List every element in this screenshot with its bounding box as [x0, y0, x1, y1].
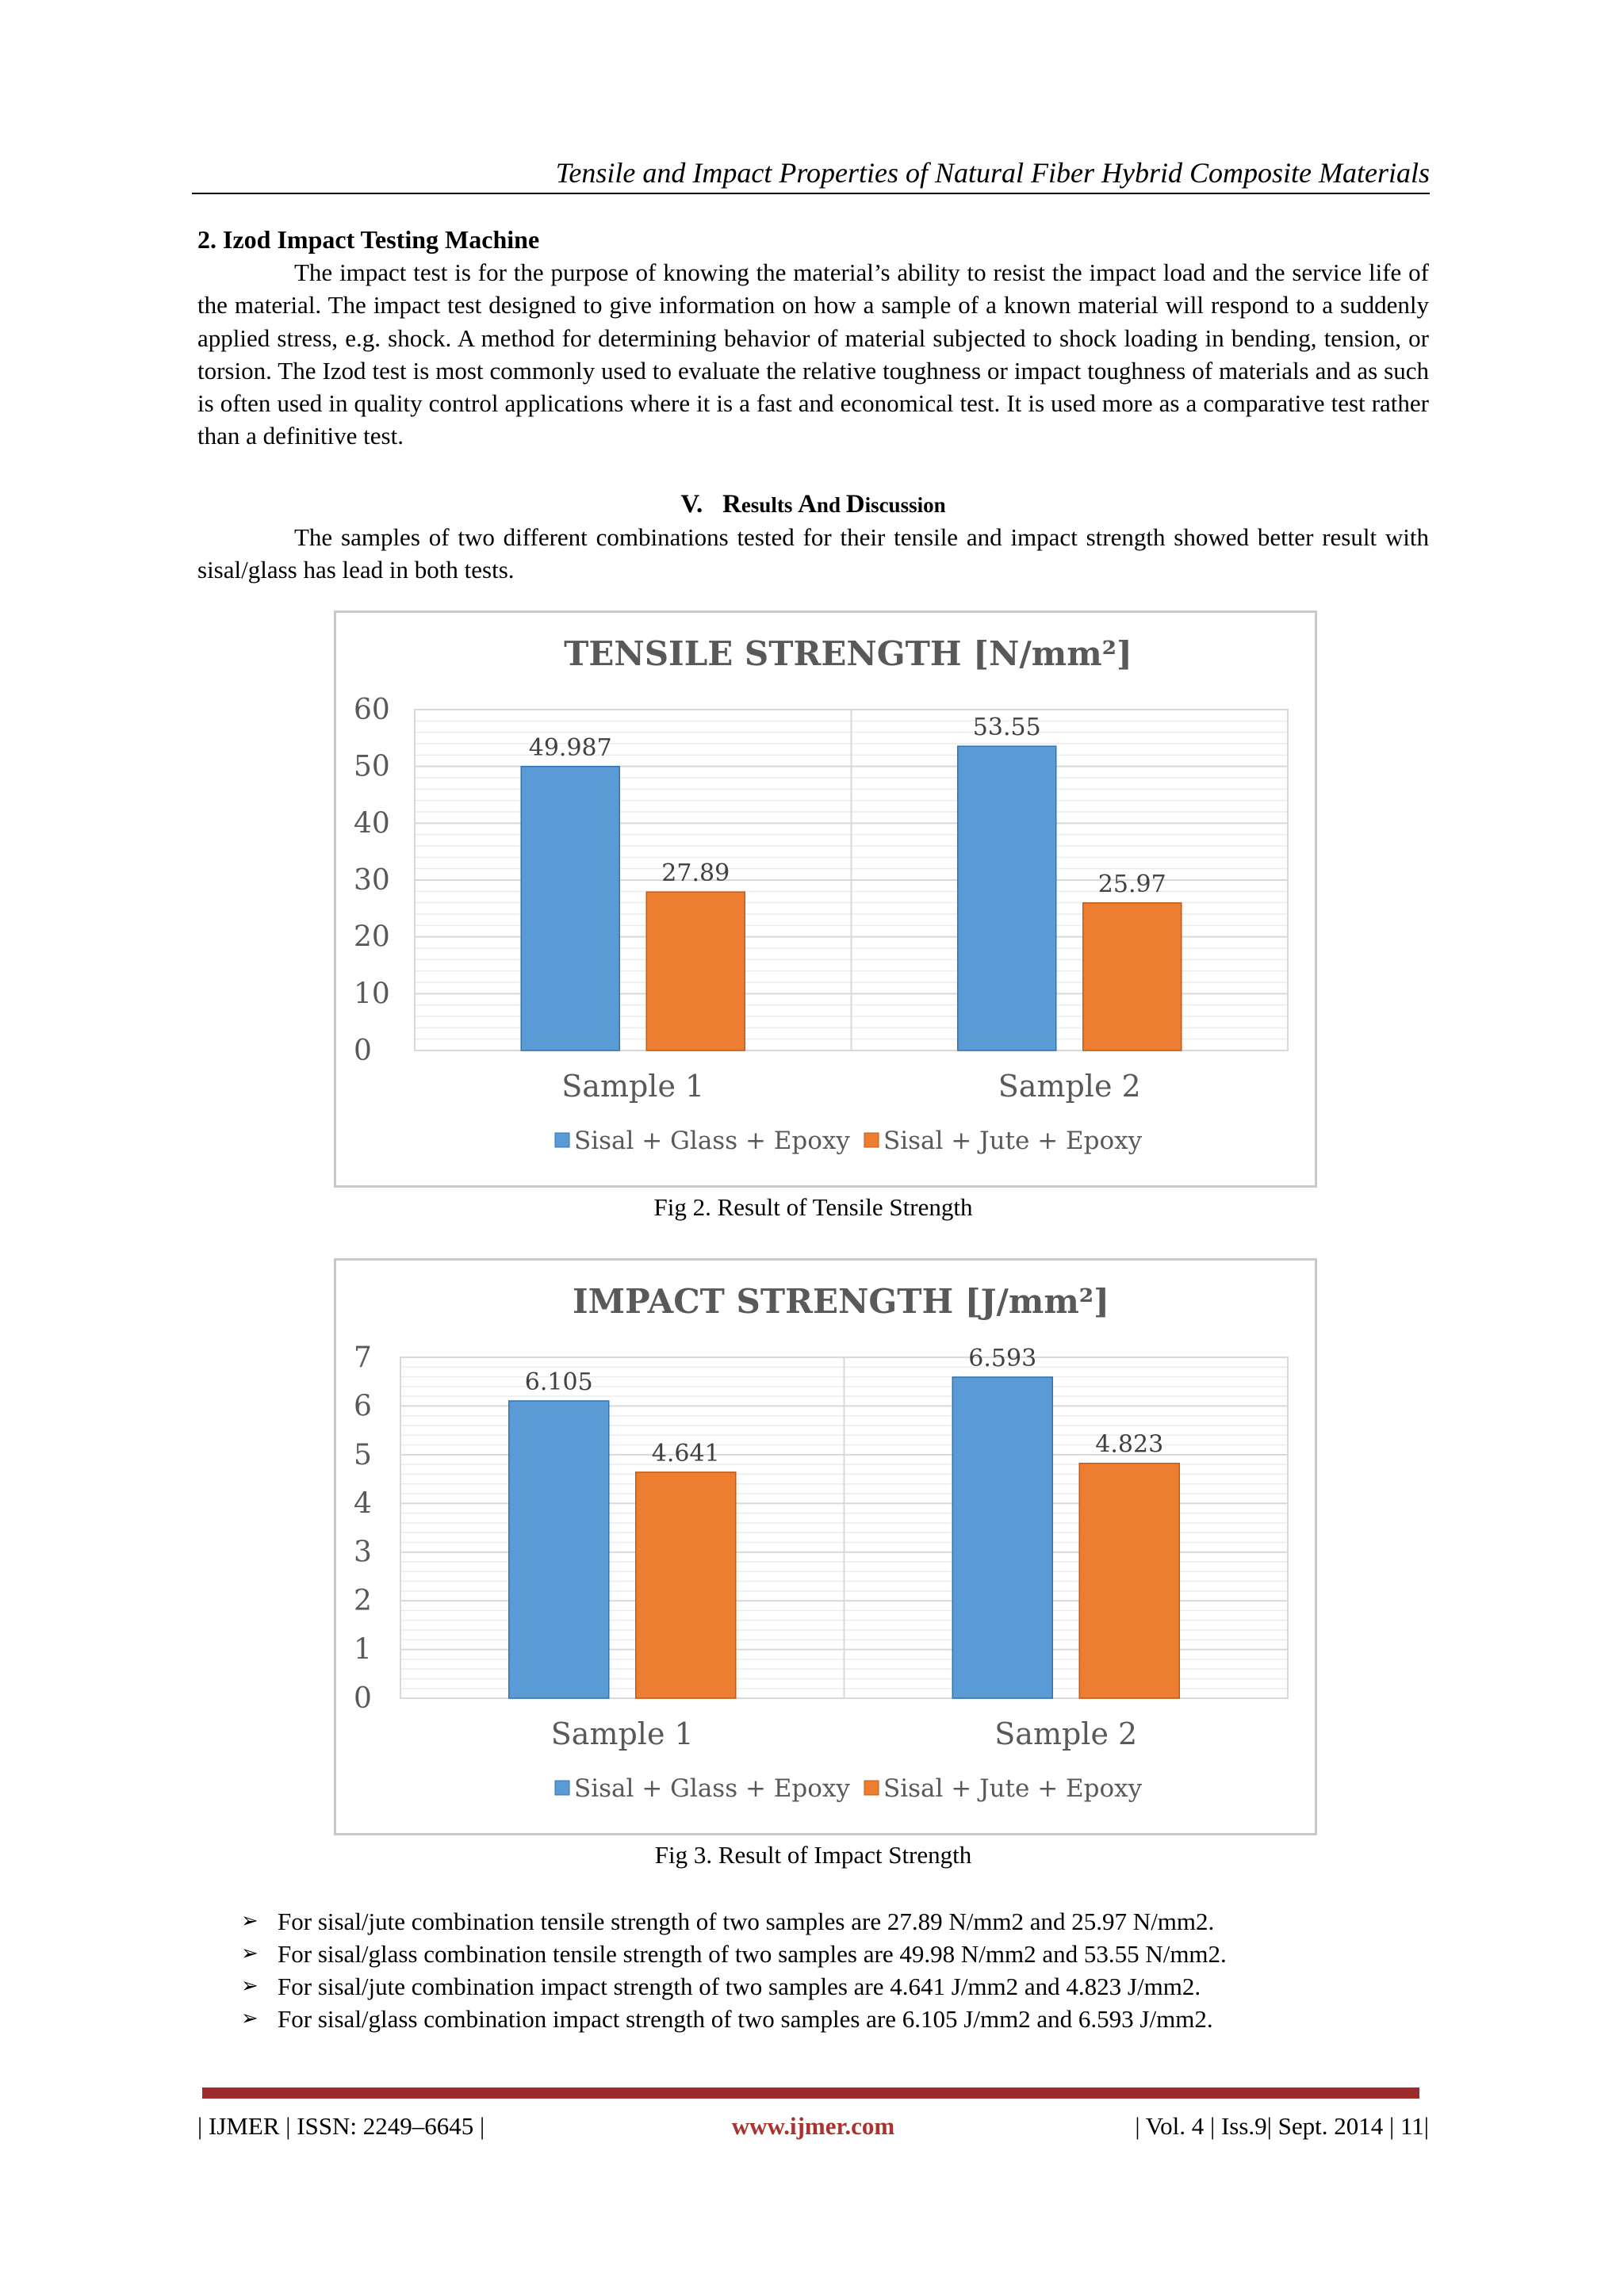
y-tick-label: 0: [354, 1682, 372, 1715]
list-item-text: For sisal/jute combination tensile strength of two samples are 27.89 N/mm2 and 25.97 N/mm2.: [278, 1908, 1215, 1935]
bar: [521, 767, 619, 1050]
arrow-bullet-icon: ➢: [241, 1942, 259, 1965]
data-label: 6.105: [524, 1368, 593, 1396]
results-heading: [197, 487, 1429, 522]
y-tick-label: 4: [354, 1487, 372, 1521]
data-label: 6.593: [968, 1345, 1037, 1373]
y-tick-label: 50: [354, 750, 390, 783]
data-label: 25.97: [1097, 870, 1166, 898]
list-item: [241, 1970, 1431, 2003]
fig2-caption: Fig 2. Result of Tensile Strength: [653, 1193, 973, 1221]
y-tick-label: 3: [354, 1536, 372, 1569]
impact-strength-chart: [334, 1258, 1317, 1835]
list-item: [241, 2003, 1431, 2035]
results-word-3-cap: D: [845, 490, 865, 519]
data-label: 4.823: [1095, 1430, 1164, 1459]
bar: [646, 892, 745, 1050]
x-tick-label: Sample 1: [550, 1716, 694, 1751]
fig3-caption: Fig 3. Result of Impact Strength: [654, 1841, 972, 1869]
legend-swatch: [555, 1781, 569, 1795]
impact-chart-svg: [336, 1261, 1315, 1833]
arrow-bullet-icon: ➢: [241, 1974, 259, 1998]
results-word-1-cap: R: [722, 490, 741, 519]
izod-paragraph: [197, 256, 1429, 453]
list-item-text: For sisal/jute combination impact strength of two samples are 4.641 J/mm2 and 4.823 J/mm2.: [278, 1973, 1201, 2000]
chart-title: TENSILE STRENGTH [N/mm²]: [564, 634, 1132, 673]
results-word-1-rest: esults: [741, 493, 799, 517]
bar: [958, 746, 1056, 1050]
data-label: 49.987: [528, 733, 612, 762]
footer-journal-info: | IJMER | ISSN: 2249–6645 |: [197, 2112, 485, 2140]
footer-rule: [202, 2087, 1419, 2099]
data-label: 27.89: [661, 859, 730, 888]
list-item-text: For sisal/glass combination impact strength of two samples are 6.105 J/mm2 and 6.593 J/mm2.: [278, 2005, 1213, 2033]
legend-entry: Sisal + Jute + Epoxy: [883, 1127, 1143, 1155]
y-tick-label: 20: [354, 920, 390, 954]
data-label: 53.55: [972, 714, 1041, 742]
y-tick-label: 1: [354, 1633, 372, 1667]
results-word-3-rest: iscussion: [864, 493, 946, 517]
y-tick-label: 10: [354, 978, 390, 1011]
legend-swatch: [864, 1781, 879, 1795]
section-heading-izod: 2. Izod Impact Testing Machine: [197, 225, 540, 254]
legend-swatch: [555, 1133, 569, 1147]
findings-list: [241, 1905, 1431, 2035]
footer-volume-info: | Vol. 4 | Iss.9| Sept. 2014 | 11|: [1135, 2112, 1429, 2140]
results-word-2-cap: A: [798, 490, 817, 519]
tensile-chart-svg: [336, 613, 1315, 1185]
y-tick-label: 2: [354, 1585, 372, 1618]
legend-entry: Sisal + Jute + Epoxy: [883, 1774, 1143, 1803]
y-tick-label: 60: [354, 694, 390, 726]
list-item: [241, 1938, 1431, 1970]
bar: [636, 1472, 736, 1698]
page-footer: [197, 2110, 1429, 2142]
x-tick-label: Sample 2: [998, 1069, 1141, 1104]
results-number: V.: [680, 490, 703, 519]
header-rule: [192, 193, 1430, 194]
y-tick-label: 30: [354, 864, 390, 897]
y-tick-label: 40: [354, 807, 390, 840]
legend-swatch: [864, 1133, 879, 1147]
x-tick-label: Sample 2: [994, 1716, 1138, 1751]
footer-website-link[interactable]: www.ijmer.com: [731, 2112, 895, 2140]
bar: [1083, 903, 1182, 1050]
x-tick-label: Sample 1: [561, 1069, 705, 1104]
y-tick-label: 0: [354, 1035, 372, 1067]
list-item-text: For sisal/glass combination tensile strength of two samples are 49.98 N/mm2 and 53.55 N/mm2.: [278, 1940, 1227, 1968]
data-label: 4.641: [651, 1439, 720, 1468]
results-paragraph: [197, 521, 1429, 587]
results-word-2-rest: nd: [816, 493, 846, 517]
y-tick-label: 5: [354, 1438, 372, 1471]
y-tick-label: 6: [354, 1390, 372, 1423]
bar: [1079, 1464, 1179, 1698]
tensile-strength-chart: [334, 610, 1317, 1188]
legend-entry: Sisal + Glass + Epoxy: [574, 1127, 850, 1155]
arrow-bullet-icon: ➢: [241, 2007, 259, 2030]
chart-title: IMPACT STRENGTH [J/mm²]: [572, 1282, 1110, 1321]
results-paragraph-text: The samples of two different combinations tested for their tensile and impact strength showed better result with sisal/glass has lead in both tests.: [197, 523, 1429, 584]
list-item: [241, 1905, 1431, 1938]
bar: [509, 1401, 609, 1698]
running-header: Tensile and Impact Properties of Natural Fiber Hybrid Composite Materials: [555, 157, 1430, 189]
legend-entry: Sisal + Glass + Epoxy: [574, 1774, 850, 1803]
bar: [952, 1377, 1052, 1698]
izod-paragraph-text: The impact test is for the purpose of knowing the material’s ability to resist the impact load and the service life of the material. The impact test designed to give information on how a sample of a known material will respond to a suddenly applied stress, e.g. shock. A method for determining behavior of material subjected to shock loading in bending, tension, or torsion. The Izod test is most commonly used to evaluate the relative toughness or impact toughness of materials and as such is often used in quality control applications where it is a fast and economical test. It is used more as a comparative test rather than a definitive test.: [197, 258, 1429, 450]
y-tick-label: 7: [354, 1341, 372, 1374]
arrow-bullet-icon: ➢: [241, 1909, 259, 1933]
